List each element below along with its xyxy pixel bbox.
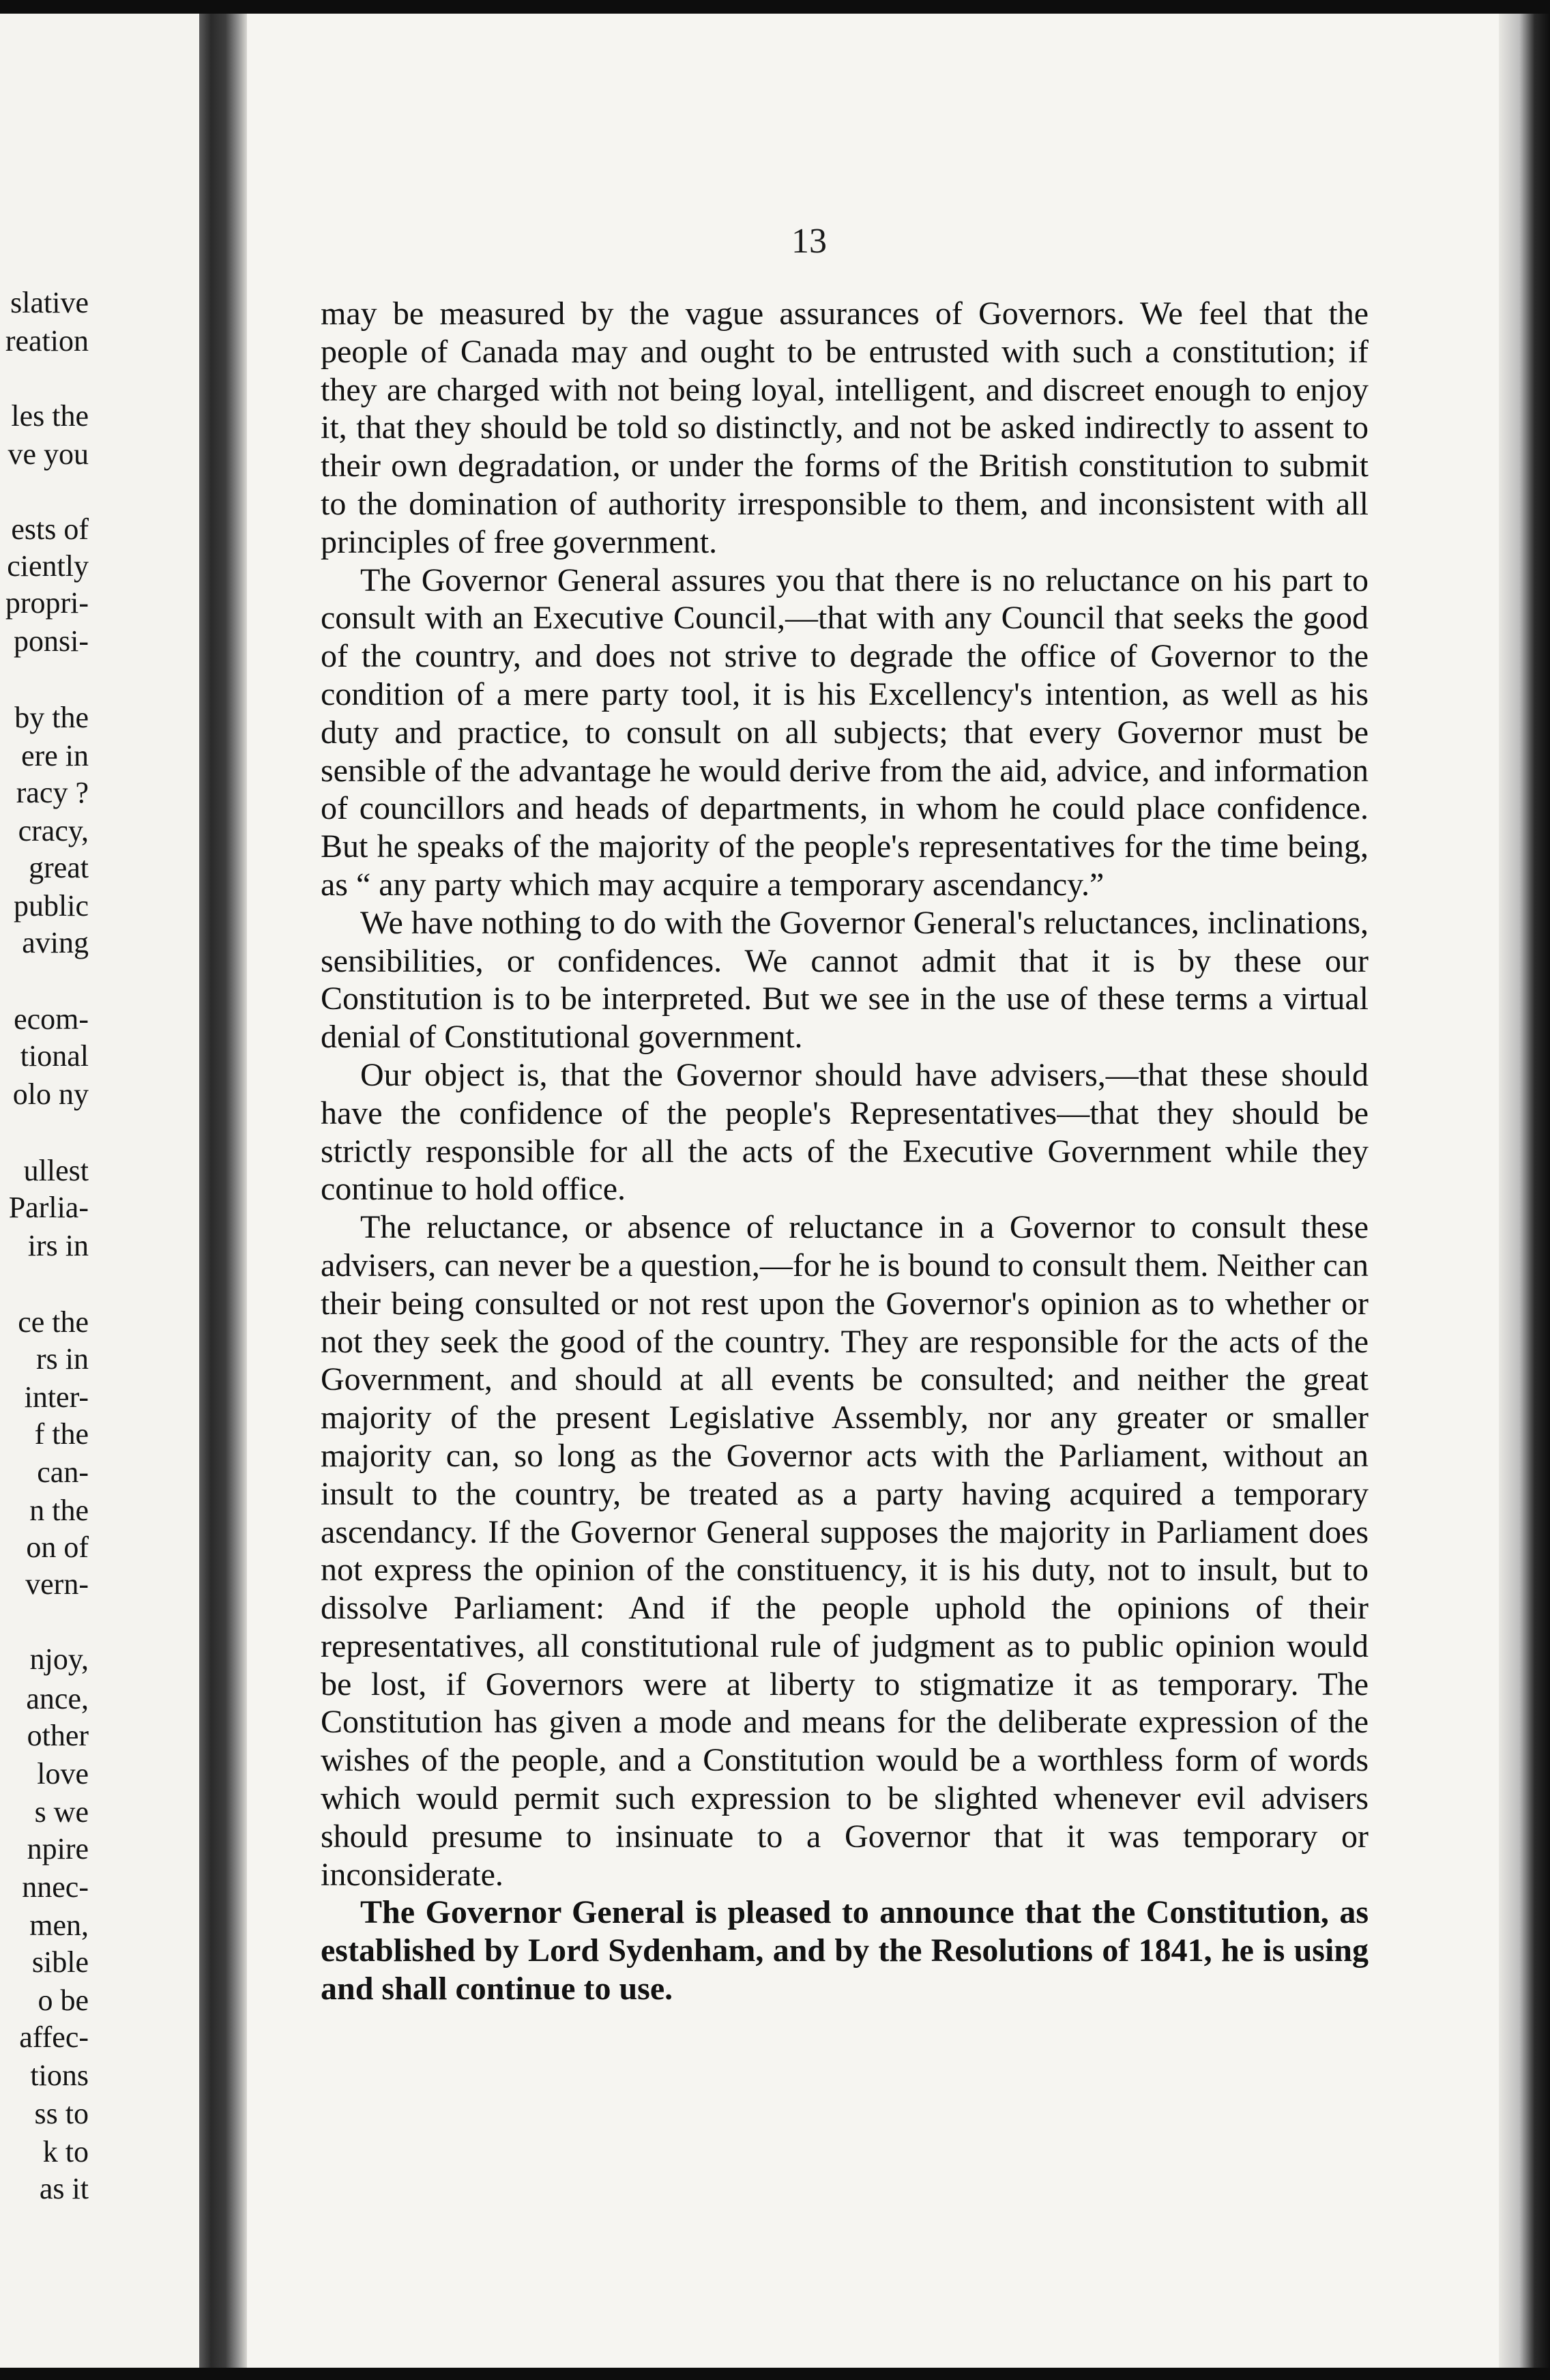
paragraph: The Governor General is pleased to announce that the Constitution, as established by Lord Sydenham, and by the Resolutions of 1841, he is using and shall continue to use. [321,1894,1369,2007]
previous-page-line: n the [29,1494,89,1527]
previous-page-line: ce the [18,1305,89,1339]
previous-page-line: ciently [7,549,89,583]
previous-page-line: slative [10,286,89,319]
previous-page-line: tional [20,1039,89,1073]
previous-page-line: other [27,1719,89,1752]
page-edge-shadow [1499,14,1550,2368]
paragraph: We have nothing to do with the Governor General's reluctances, inclinations, sensibilities, or confidences. We cannot admit that it is by these our Constitution is to be interpreted. But we see in the use of these terms a virtual denial of Constitutional government. [321,904,1369,1056]
previous-page-line: ecom- [14,1002,89,1036]
previous-page-line: les the [11,399,89,433]
previous-page-line: vern- [25,1567,89,1601]
paragraph: Our object is, that the Governor should have advisers,—that these should have the confidence of the people's Representatives—that they should be strictly responsible for all the acts of the Executive Government while they continue to hold office. [321,1056,1369,1208]
previous-page-line: affec- [19,2020,89,2054]
previous-page-line: ullest [23,1154,89,1187]
previous-page-line: irs in [27,1229,89,1262]
previous-page-line: racy ? [16,776,89,809]
previous-page-line: npire [27,1832,89,1866]
paragraph: The reluctance, or absence of reluctance in a Governor to consult these advisers, can never be a question,—for he is bound to consult them. Neither can their being consulted or not rest upon the Governor's opinion as to whether or not they seek the good of the country. They are responsible for the acts of the Government, and should at all events be consulted; and neither the great majority of the present Legislative Assembly, nor any greater or smaller majority can, so long as the Governor acts with the Parliament, without an insult to the country, be treated as a party having acquired a temporary ascendancy. If the Governor General supposes the majority in Parliament does not express the opinion of the constituency, it is his duty, not to insult, but to dissolve Parliament: And if the people uphold the opinions of their representatives, all constitutional rule of judgment as to public opinion would be lost, if Governors were at liberty to stigmatize it as temporary. The Constitution has given a mode and means for the deliberate expression of the wishes of the people, and a Constitution would be a worthless form of words which would permit such expression to be slighted whenever evil advisers should presume to insinuate to a Governor that it was temporary or inconsiderate. [321,1209,1369,1893]
previous-page-line: k to [42,2135,89,2168]
previous-page-line: ance, [26,1682,89,1715]
page-number: 13 [791,222,827,261]
previous-page-line: f the [34,1417,89,1451]
previous-page-line: ss to [34,2097,89,2130]
previous-page-line: Parlia- [8,1191,89,1224]
previous-page-line: ests of [11,512,89,546]
previous-page-line: cracy, [18,814,89,847]
previous-page-line: olo ny [12,1077,89,1111]
paragraph: The Governor General assures you that there is no reluctance on his part to consult with an Executive Council,—that with any Council that seeks the good of the country, and does not strive to degrade the office of Governor to the condition of a mere party tool, it is his Excellency's intention, as well as his duty and practice, to consult on all subjects; that every Governor must be sensible of the advantage he would derive from the aid, advice, and information of councillors and heads of departments, in whom he could place confidence. But he speaks of the majority of the people's representatives for the time being, as “ any party which may acquire a temporary ascendancy.” [321,562,1369,903]
previous-page-line: ponsi- [14,624,89,658]
previous-page-line: sible [31,1945,89,1979]
previous-page-line: propri- [5,586,89,620]
book-gutter [199,14,247,2368]
previous-page-line: by the [14,701,89,734]
previous-page-line: reation [5,324,89,358]
previous-page-line: njoy, [29,1642,89,1676]
previous-page-line: o be [38,1984,89,2017]
previous-page-line: public [14,889,89,923]
previous-page-line: aving [22,926,89,959]
previous-page-line: as it [39,2172,89,2205]
previous-page-line: love [37,1757,89,1790]
body-text [321,295,1369,2008]
previous-page-line: men, [29,1909,89,1942]
previous-page-line: on of [26,1530,89,1564]
previous-page-line: ere in [21,739,89,772]
previous-page-fragment [0,14,199,2368]
previous-page-line: rs in [36,1342,89,1376]
previous-page-line: great [29,851,89,884]
previous-page-line: ve you [8,437,89,471]
paragraph: may be measured by the vague assurances of Governors. We feel that the people of Canada may and ought to be entrusted with such a constitution; if they are charged with not being loyal, intelligent, and discreet enough to enjoy it, that they should be told so distinctly, and not be asked indirectly to assent to their own degradation, or under the forms of the British constitution to submit to the domination of authority irresponsible to them, and inconsistent with all principles of free government. [321,295,1369,560]
previous-page-line: s we [34,1795,89,1829]
previous-page-line: can- [37,1455,89,1489]
previous-page-line: nnec- [22,1870,89,1904]
previous-page-line: tions [30,2059,89,2092]
previous-page-line: inter- [24,1380,89,1414]
